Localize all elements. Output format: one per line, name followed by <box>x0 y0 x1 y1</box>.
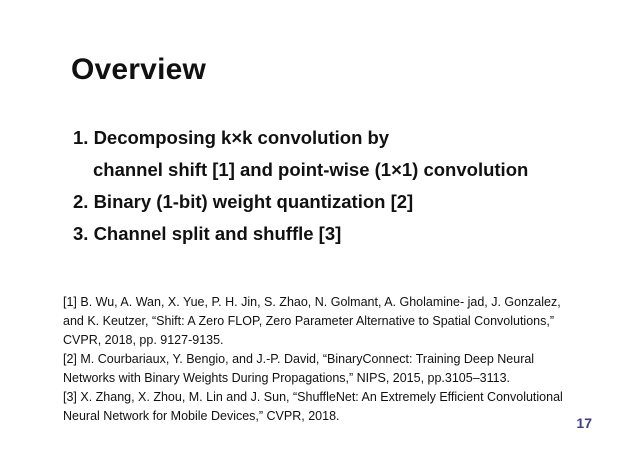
reference-line: and K. Keutzer, “Shift: A Zero FLOP, Zero Parameter Alternative to Spatial Convolutions,” <box>63 314 554 328</box>
reference-line: [2] M. Courbariaux, Y. Bengio, and J.-P. David, “BinaryConnect: Training Deep Neural <box>63 352 535 366</box>
point-1: 1. Decomposing k×k convolution by <box>73 127 390 148</box>
point-1-continuation: channel shift [1] and point-wise (1×1) convolution <box>93 159 529 180</box>
reference-line: [1] B. Wu, A. Wan, X. Yue, P. H. Jin, S. Zhao, N. Golmant, A. Gholamine- jad, J. Gonzalez, <box>63 295 561 309</box>
references <box>63 293 603 426</box>
reference-line: Neural Network for Mobile Devices,” CVPR, 2018. <box>63 409 340 423</box>
slide-title: Overview <box>71 53 207 86</box>
page-number: 17 <box>576 415 592 431</box>
reference-line: CVPR, 2018, pp. 9127-9135. <box>63 333 224 347</box>
reference-line: [3] X. Zhang, X. Zhou, M. Lin and J. Sun, “ShuffleNet: An Extremely Efficient Convolutional <box>63 390 563 404</box>
reference-line: Networks with Binary Weights During Propagations,” NIPS, 2015, pp.3105–3113. <box>63 371 511 385</box>
point-2: 2. Binary (1-bit) weight quantization [2] <box>73 191 414 212</box>
overview-points <box>73 122 613 250</box>
point-3: 3. Channel split and shuffle [3] <box>73 223 342 244</box>
